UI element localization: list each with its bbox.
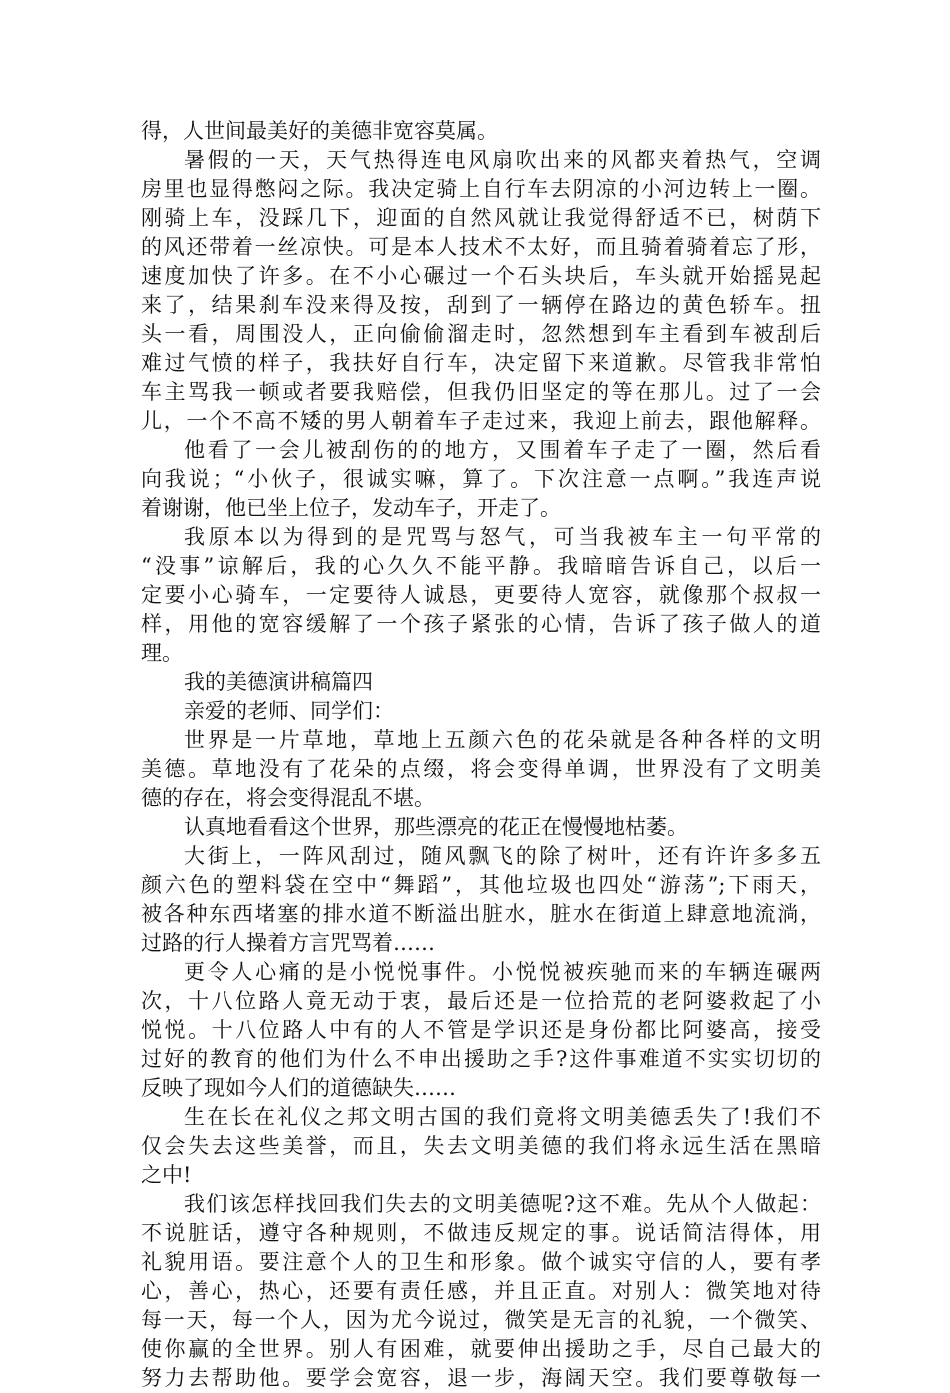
text-line: 难过气愤的样子，我扶好自行车，决定留下来道歉。尽管我非常怕 bbox=[141, 351, 821, 375]
text-line: 悦悦。十八位路人中有的人不管是学识还是身份都比阿婆高，接受 bbox=[141, 1018, 821, 1042]
text-line: 速度加快了许多。在不小心碾过一个石头块后，车头就开始摇晃起 bbox=[141, 264, 821, 288]
text-line: 过路的行人操着方言咒骂着…… bbox=[141, 931, 435, 955]
text-line: 使你赢的全世界。别人有困难，就要伸出援助之手，尽自己最大的 bbox=[141, 1337, 821, 1361]
text-line: 大街上，一阵风刮过，随风飘飞的除了树叶，还有许许多多五 bbox=[184, 844, 821, 868]
text-line: 儿，一个不高不矮的男人朝着车子走过来，我迎上前去，跟他解释。 bbox=[141, 409, 821, 433]
text-line: 仅会失去这些美誉，而且，失去文明美德的我们将永远生活在黑暗 bbox=[141, 1134, 821, 1158]
text-line: 样，用他的宽容缓解了一个孩子紧张的心情，告诉了孩子做人的道 bbox=[141, 612, 821, 636]
text-line: 车主骂我一顿或者要我赔偿，但我仍旧坚定的等在那儿。过了一会 bbox=[141, 380, 821, 404]
text-line: 反映了现如今人们的道德缺失…… bbox=[141, 1076, 456, 1100]
text-line: 头一看，周围没人，正向偷偷溜走时，忽然想到车主看到车被刮后 bbox=[141, 322, 821, 346]
text-line: 定要小心骑车，一定要待人诚恳，更要待人宽容，就像那个叔叔一 bbox=[141, 583, 821, 607]
text-line: “没事”谅解后，我的心久久不能平静。我暗暗告诉自己，以后一 bbox=[141, 554, 821, 578]
text-line: 房里也显得憋闷之际。我决定骑上自行车去阴凉的小河边转上一圈。 bbox=[141, 177, 821, 201]
text-line: 颜六色的塑料袋在空中“舞蹈”，其他垃圾也四处“游荡”;下雨天， bbox=[141, 873, 821, 897]
text-line: 过好的教育的他们为什么不申出援助之手?这件事难道不实实切切的 bbox=[141, 1047, 821, 1071]
text-line: 生在长在礼仪之邦文明古国的我们竟将文明美德丢失了!我们不 bbox=[184, 1105, 821, 1129]
text-line: 认真地看看这个世界，那些漂亮的花正在慢慢地枯萎。 bbox=[184, 815, 688, 839]
text-line: 世界是一片草地，草地上五颜六色的花朵就是各种各样的文明 bbox=[184, 728, 821, 752]
text-line: 理。 bbox=[141, 641, 183, 665]
text-line: 向我说；“小伙子，很诚实嘛，算了。下次注意一点啊。”我连声说 bbox=[141, 467, 821, 491]
text-line: 着谢谢，他已坐上位子，发动车子，开走了。 bbox=[141, 496, 561, 520]
text-line: 来了，结果刹车没来得及按，刮到了一辆停在路边的黄色轿车。扭 bbox=[141, 293, 821, 317]
text-line: 美德。草地没有了花朵的点缀，将会变得单调，世界没有了文明美 bbox=[141, 757, 821, 781]
text-line: 他看了一会儿被刮伤的的地方，又围着车子走了一圈，然后看 bbox=[184, 438, 821, 462]
text-line: 德的存在，将会变得混乱不堪。 bbox=[141, 786, 435, 810]
text-line: 心，善心，热心，还要有责任感，并且正直。对别人：微笑地对待 bbox=[141, 1279, 821, 1303]
text-line: 刚骑上车，没踩几下，迎面的自然风就让我觉得舒适不已，树荫下 bbox=[141, 206, 821, 230]
text-line: 我们该怎样找回我们失去的文明美德呢?这不难。先从个人做起： bbox=[184, 1192, 821, 1216]
text-line: 得，人世间最美好的美德非宽容莫属。 bbox=[141, 119, 498, 143]
text-line: 每一天，每一个人，因为尤今说过，微笑是无言的礼貌，一个微笑、 bbox=[141, 1308, 821, 1332]
text-line: 更令人心痛的是小悦悦事件。小悦悦被疾驰而来的车辆连碾两 bbox=[184, 960, 821, 984]
document-page bbox=[141, 117, 821, 1393]
text-line: 我的美德演讲稿篇四 bbox=[184, 670, 373, 694]
text-line: 礼貌用语。要注意个人的卫生和形象。做个诚实守信的人，要有孝 bbox=[141, 1250, 821, 1274]
text-line: 不说脏话，遵守各种规则，不做违反规定的事。说话简洁得体，用 bbox=[141, 1221, 821, 1245]
text-line: 努力去帮助他。要学会宽容，退一步，海阔天空。我们要尊敬每一 bbox=[141, 1366, 821, 1390]
text-line: 亲爱的老师、同学们： bbox=[184, 699, 394, 723]
text-line: 之中! bbox=[141, 1163, 192, 1187]
text-line: 次，十八位路人竟无动于衷，最后还是一位拾荒的老阿婆救起了小 bbox=[141, 989, 821, 1013]
text-line: 的风还带着一丝凉快。可是本人技术不太好，而且骑着骑着忘了形， bbox=[141, 235, 821, 259]
text-line: 暑假的一天，天气热得连电风扇吹出来的风都夹着热气，空调 bbox=[184, 148, 821, 172]
text-line: 我原本以为得到的是咒骂与怒气，可当我被车主一句平常的 bbox=[184, 525, 821, 549]
text-line: 被各种东西堵塞的排水道不断溢出脏水，脏水在街道上肆意地流淌， bbox=[141, 902, 821, 926]
